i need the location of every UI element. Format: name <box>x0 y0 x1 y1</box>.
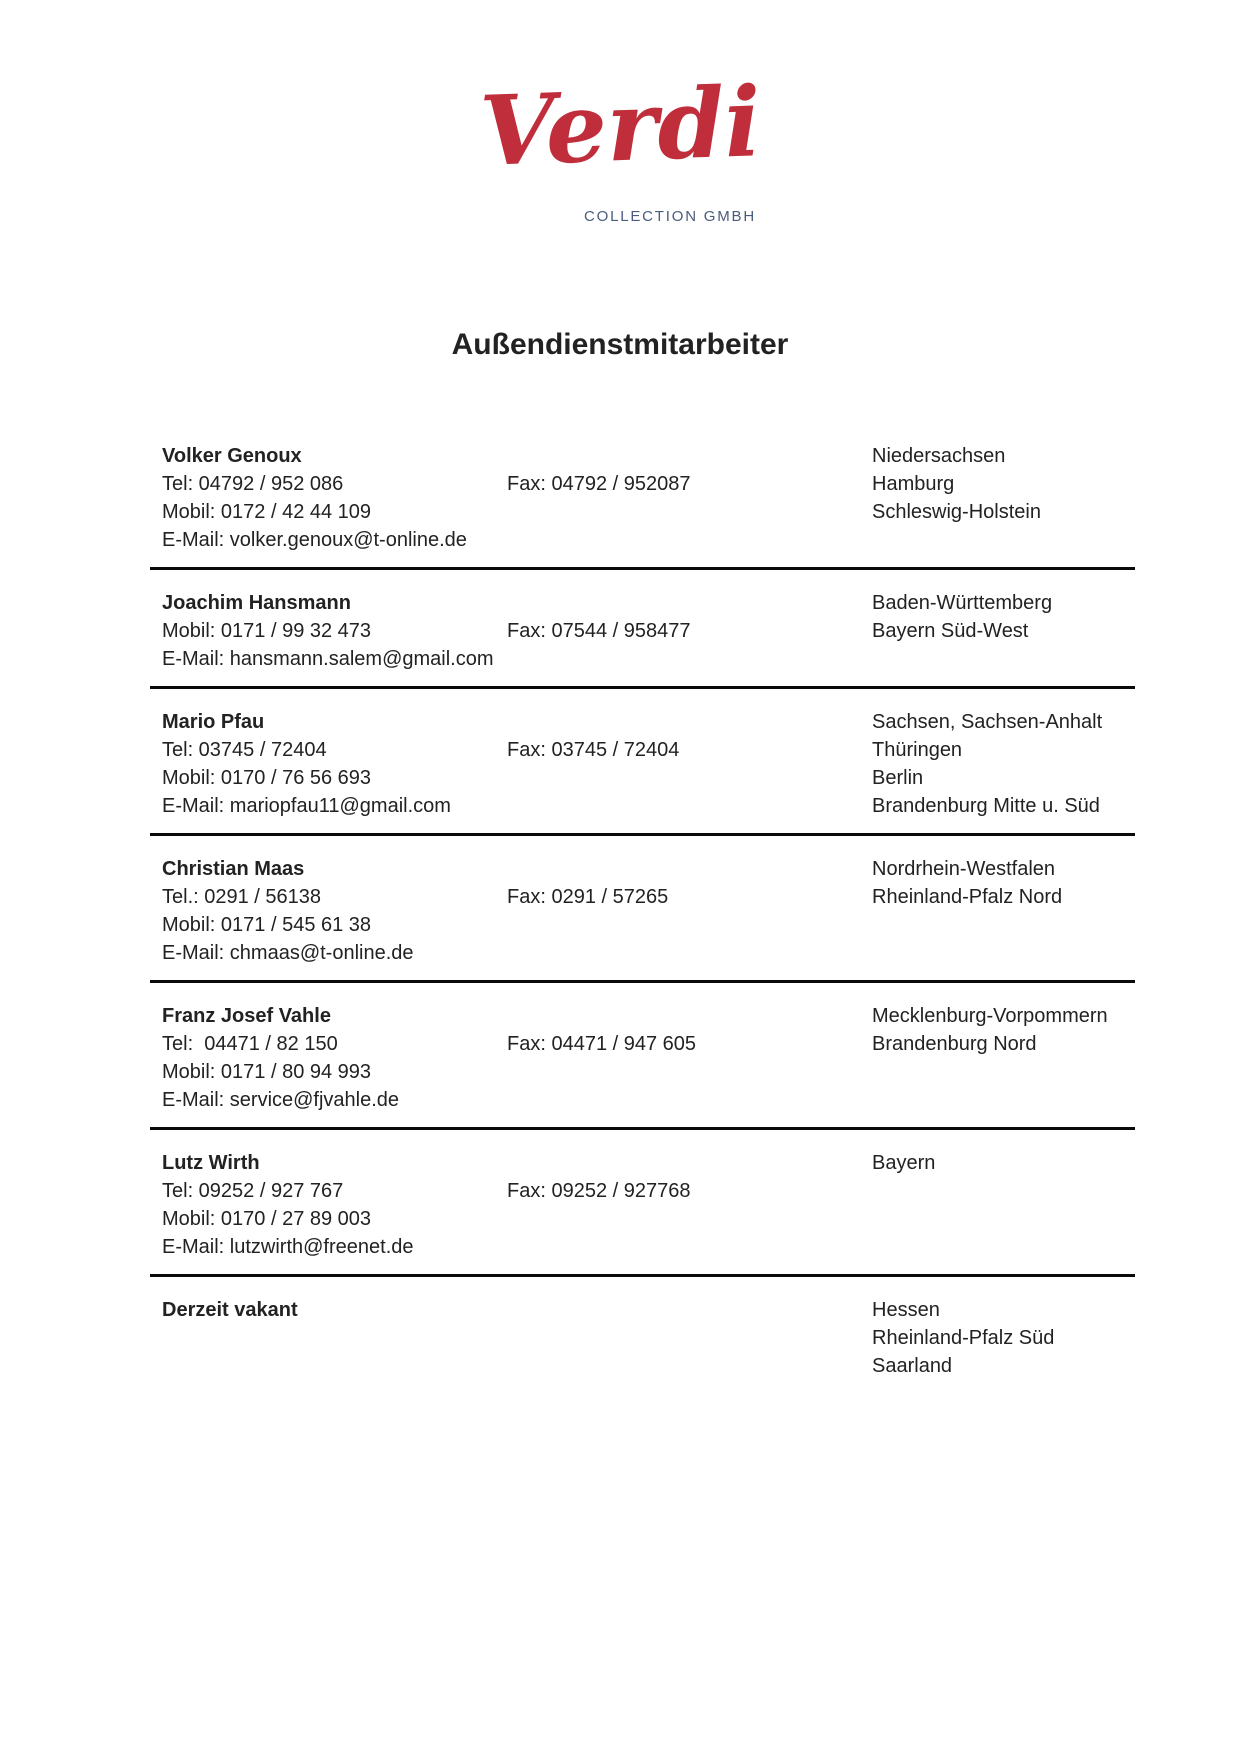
contact-name: Lutz Wirth <box>162 1151 260 1174</box>
contact-region: Sachsen, Sachsen-Anhalt <box>872 710 1103 733</box>
contact-regions-column <box>872 1002 1135 1114</box>
contact-name: Franz Josef Vahle <box>162 1004 331 1027</box>
contact-name: Derzeit vakant <box>162 1298 298 1321</box>
contact-info-line: Tel: 04792 / 952 086 <box>162 472 344 495</box>
contact-fax: Fax: 03745 / 72404 <box>507 738 680 761</box>
contact-info-line: E-Mail: hansmann.salem@gmail.com <box>162 647 494 670</box>
contact-regions-column <box>872 1149 1135 1261</box>
contact-region: Thüringen <box>872 738 963 761</box>
contact-region: Hessen <box>872 1298 940 1321</box>
contact-fax-column <box>507 1002 872 1114</box>
contact-info-line: Mobil: 0171 / 545 61 38 <box>162 913 372 936</box>
contact-region: Bayern <box>872 1151 936 1174</box>
verdi-logo <box>478 0 763 225</box>
contact-fax-column <box>507 1296 872 1380</box>
contact-region: Rheinland-Pfalz Süd <box>872 1326 1055 1349</box>
contact-region: Brandenburg Mitte u. Süd <box>872 794 1100 817</box>
contact-name: Mario Pfau <box>162 710 265 733</box>
contact-fax-column <box>507 855 872 967</box>
contact-name: Christian Maas <box>162 857 305 880</box>
contact-main-column <box>162 442 507 554</box>
contact-region: Hamburg <box>872 472 955 495</box>
contact-fax-column <box>507 589 872 673</box>
contact-region: Nordrhein-Westfalen <box>872 857 1056 880</box>
contact-info-line: E-Mail: lutzwirth@freenet.de <box>162 1235 414 1258</box>
contact-region: Rheinland-Pfalz Nord <box>872 885 1063 908</box>
contact-info-line: E-Mail: mariopfau11@gmail.com <box>162 794 451 817</box>
contact-info-line: Tel: 03745 / 72404 <box>162 738 327 761</box>
contact-fax: Fax: 09252 / 927768 <box>507 1179 691 1202</box>
contact-block <box>150 689 1135 836</box>
contact-block <box>150 983 1135 1130</box>
contact-region: Bayern Süd-West <box>872 619 1029 642</box>
contact-main-column <box>162 1296 507 1380</box>
contact-info-line: Mobil: 0170 / 76 56 693 <box>162 766 372 789</box>
contact-main-column <box>162 589 507 673</box>
contact-fax-column <box>507 1149 872 1261</box>
contact-main-column <box>162 855 507 967</box>
contact-info-line: Tel: 09252 / 927 767 <box>162 1179 344 1202</box>
contact-main-column <box>162 708 507 820</box>
contact-regions-column <box>872 589 1135 673</box>
contact-info-line: Mobil: 0172 / 42 44 109 <box>162 500 372 523</box>
contact-info-line: E-Mail: chmaas@t-online.de <box>162 941 414 964</box>
contact-regions-column <box>872 1296 1135 1380</box>
contact-regions-column <box>872 855 1135 967</box>
contact-name: Joachim Hansmann <box>162 591 351 614</box>
contact-region: Mecklenburg-Vorpommern <box>872 1004 1108 1027</box>
contact-block <box>150 1130 1135 1277</box>
contact-info-line: Tel: 04471 / 82 150 <box>162 1032 338 1055</box>
contact-regions-column <box>872 708 1135 820</box>
contact-name: Volker Genoux <box>162 444 302 467</box>
brand-wordmark: Verdi <box>478 65 763 188</box>
contact-info-line: Mobil: 0170 / 27 89 003 <box>162 1207 372 1230</box>
contact-region: Baden-Württemberg <box>872 591 1053 614</box>
contact-fax-column <box>507 708 872 820</box>
contact-regions-column <box>872 442 1135 554</box>
page-title: Außendienstmitarbeiter <box>451 327 789 361</box>
contact-info-line: E-Mail: service@fjvahle.de <box>162 1088 400 1111</box>
contacts-list <box>150 423 1135 1393</box>
contact-block <box>150 423 1135 570</box>
contact-info-line: Mobil: 0171 / 80 94 993 <box>162 1060 372 1083</box>
brand-subtitle: COLLECTION GMBH <box>583 207 756 225</box>
contact-info-line: E-Mail: volker.genoux@t-online.de <box>162 528 467 551</box>
contact-region: Berlin <box>872 766 924 789</box>
contact-fax: Fax: 04792 / 952087 <box>507 472 691 495</box>
contact-main-column <box>162 1002 507 1114</box>
contact-fax: Fax: 07544 / 958477 <box>507 619 691 642</box>
contact-fax: Fax: 04471 / 947 605 <box>507 1032 697 1055</box>
contact-info-line: Mobil: 0171 / 99 32 473 <box>162 619 372 642</box>
contact-fax-column <box>507 442 872 554</box>
contact-info-line: Tel.: 0291 / 56138 <box>162 885 322 908</box>
contact-block <box>150 570 1135 689</box>
contact-block <box>150 836 1135 983</box>
contact-block <box>150 1277 1135 1393</box>
contact-fax: Fax: 0291 / 57265 <box>507 885 669 908</box>
contact-main-column <box>162 1149 507 1261</box>
contact-region: Saarland <box>872 1354 953 1377</box>
contact-region: Schleswig-Holstein <box>872 500 1041 523</box>
contact-region: Niedersachsen <box>872 444 1006 467</box>
contact-region: Brandenburg Nord <box>872 1032 1037 1055</box>
